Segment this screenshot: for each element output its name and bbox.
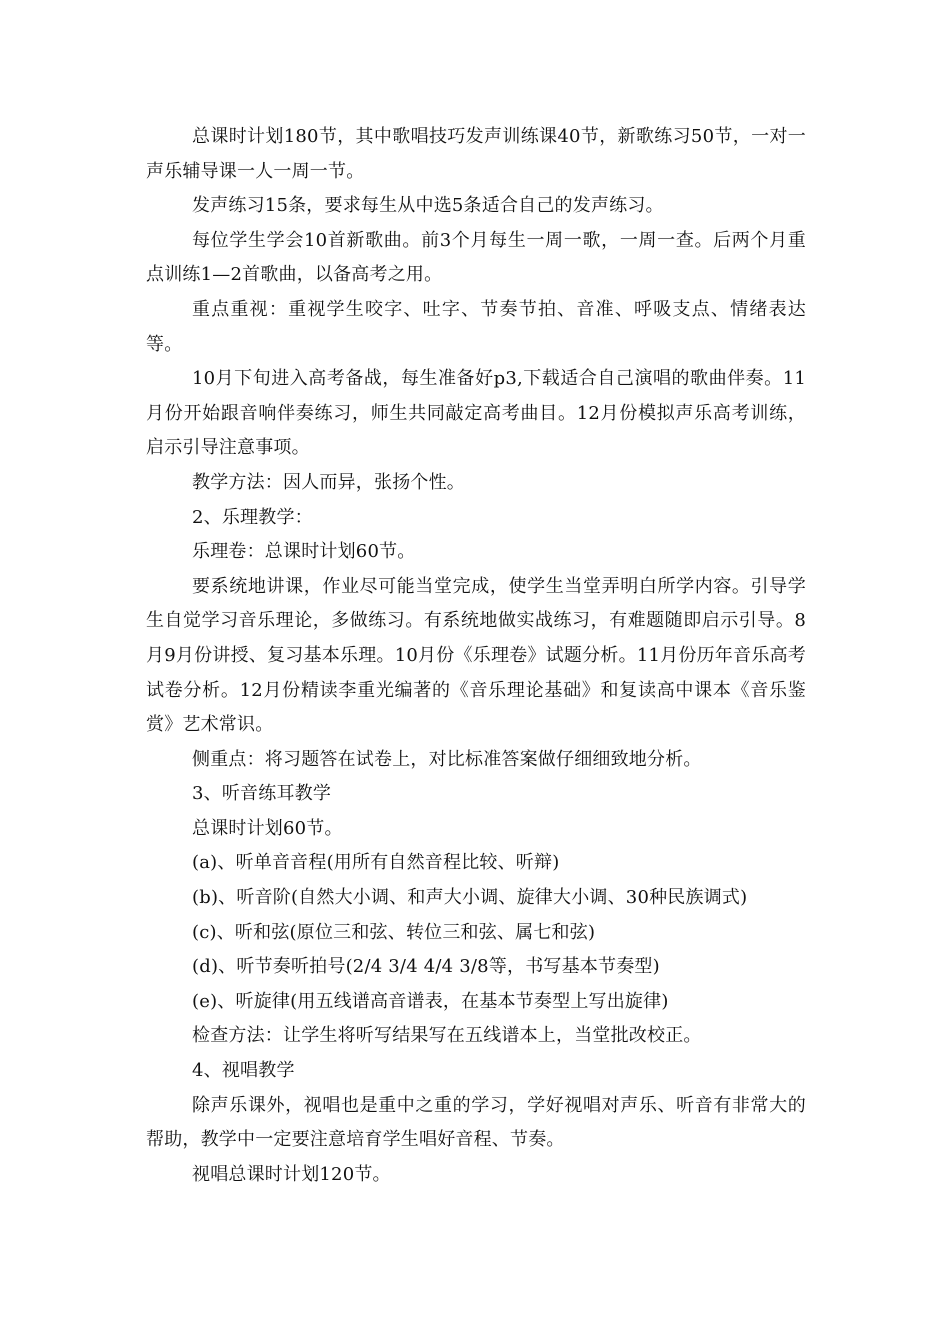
list-item-rhythm-meter: (d)、听节奏听拍号(2/4 3/4 4/4 3/8等，书写基本节奏型) xyxy=(192,956,660,978)
section-heading-sight-singing: 4、视唱教学 xyxy=(192,1060,295,1082)
list-item-intervals: (a)、听单音音程(用所有自然音程比较、听辩) xyxy=(192,852,560,874)
list-item-chords: (c)、听和弦(原位三和弦、转位三和弦、属七和弦) xyxy=(192,921,596,943)
paragraph-ear-training-hours: 总课时计划60节。 xyxy=(192,817,343,839)
paragraph-theory-hours: 乐理卷：总课时计划60节。 xyxy=(192,541,416,563)
paragraph-new-songs: 每位学生学会10首新歌曲。前3个月每生一周一歌，一周一查。后两个月重点训练1—2首歌曲，以备高考之用。 xyxy=(146,229,806,286)
section-heading-music-theory: 2、乐理教学： xyxy=(192,506,313,528)
list-item-melody: (e)、听旋律(用五线谱高音谱表，在基本节奏型上写出旋律) xyxy=(192,990,669,1012)
paragraph-exam-preparation: 10月下旬进入高考备战，每生准备好p3,下载适合自己演唱的歌曲伴奏。11月份开始跟音响伴奏练习，师生共同敲定高考曲目。12月份模拟声乐高考训练，启示引导注意事项。 xyxy=(146,368,806,459)
paragraph-check-method: 检查方法：让学生将听写结果写在五线谱本上，当堂批改校正。 xyxy=(192,1025,702,1047)
section-heading-ear-training: 3、听音练耳教学 xyxy=(192,783,332,805)
paragraph-teaching-method: 教学方法：因人而异，张扬个性。 xyxy=(192,471,465,493)
paragraph-sight-singing-hours: 视唱总课时计划120节。 xyxy=(192,1163,391,1185)
list-item-scales: (b)、听音阶(自然大小调、和声大小调、旋律大小调、30种民族调式) xyxy=(192,887,748,909)
paragraph-sight-singing-importance: 除声乐课外，视唱也是重中之重的学习，学好视唱对声乐、听音有非常大的帮助，教学中一定要注意培育学生唱好音程、节奏。 xyxy=(146,1094,806,1151)
document-body xyxy=(146,120,806,1192)
paragraph-vocal-exercises: 发声练习15条，要求每生从中选5条适合自己的发声练习。 xyxy=(192,195,664,217)
paragraph-theory-emphasis: 侧重点：将习题答在试卷上，对比标准答案做仔细细致地分析。 xyxy=(192,748,702,770)
paragraph-key-focus: 重点重视：重视学生咬字、吐字、节奏节拍、音准、呼吸支点、情绪表达等。 xyxy=(146,298,806,355)
paragraph-voice-hours: 总课时计划180节，其中歌唱技巧发声训练课40节，新歌练习50节，一对一声乐辅导课一人一周一节。 xyxy=(146,126,806,182)
paragraph-theory-plan: 要系统地讲课，作业尽可能当堂完成，使学生当堂弄明白所学内容。引导学生自觉学习音乐理论，多做练习。有系统地做实战练习，有难题随即启示引导。8月9月份讲授、复习基本乐理。10月份《乐理卷》试题分析。11月份历年音乐高考试卷分析。12月份精读李重光编著的《音乐理论基础》和复读高中课本《音乐鉴赏》艺术常识。 xyxy=(146,575,806,736)
